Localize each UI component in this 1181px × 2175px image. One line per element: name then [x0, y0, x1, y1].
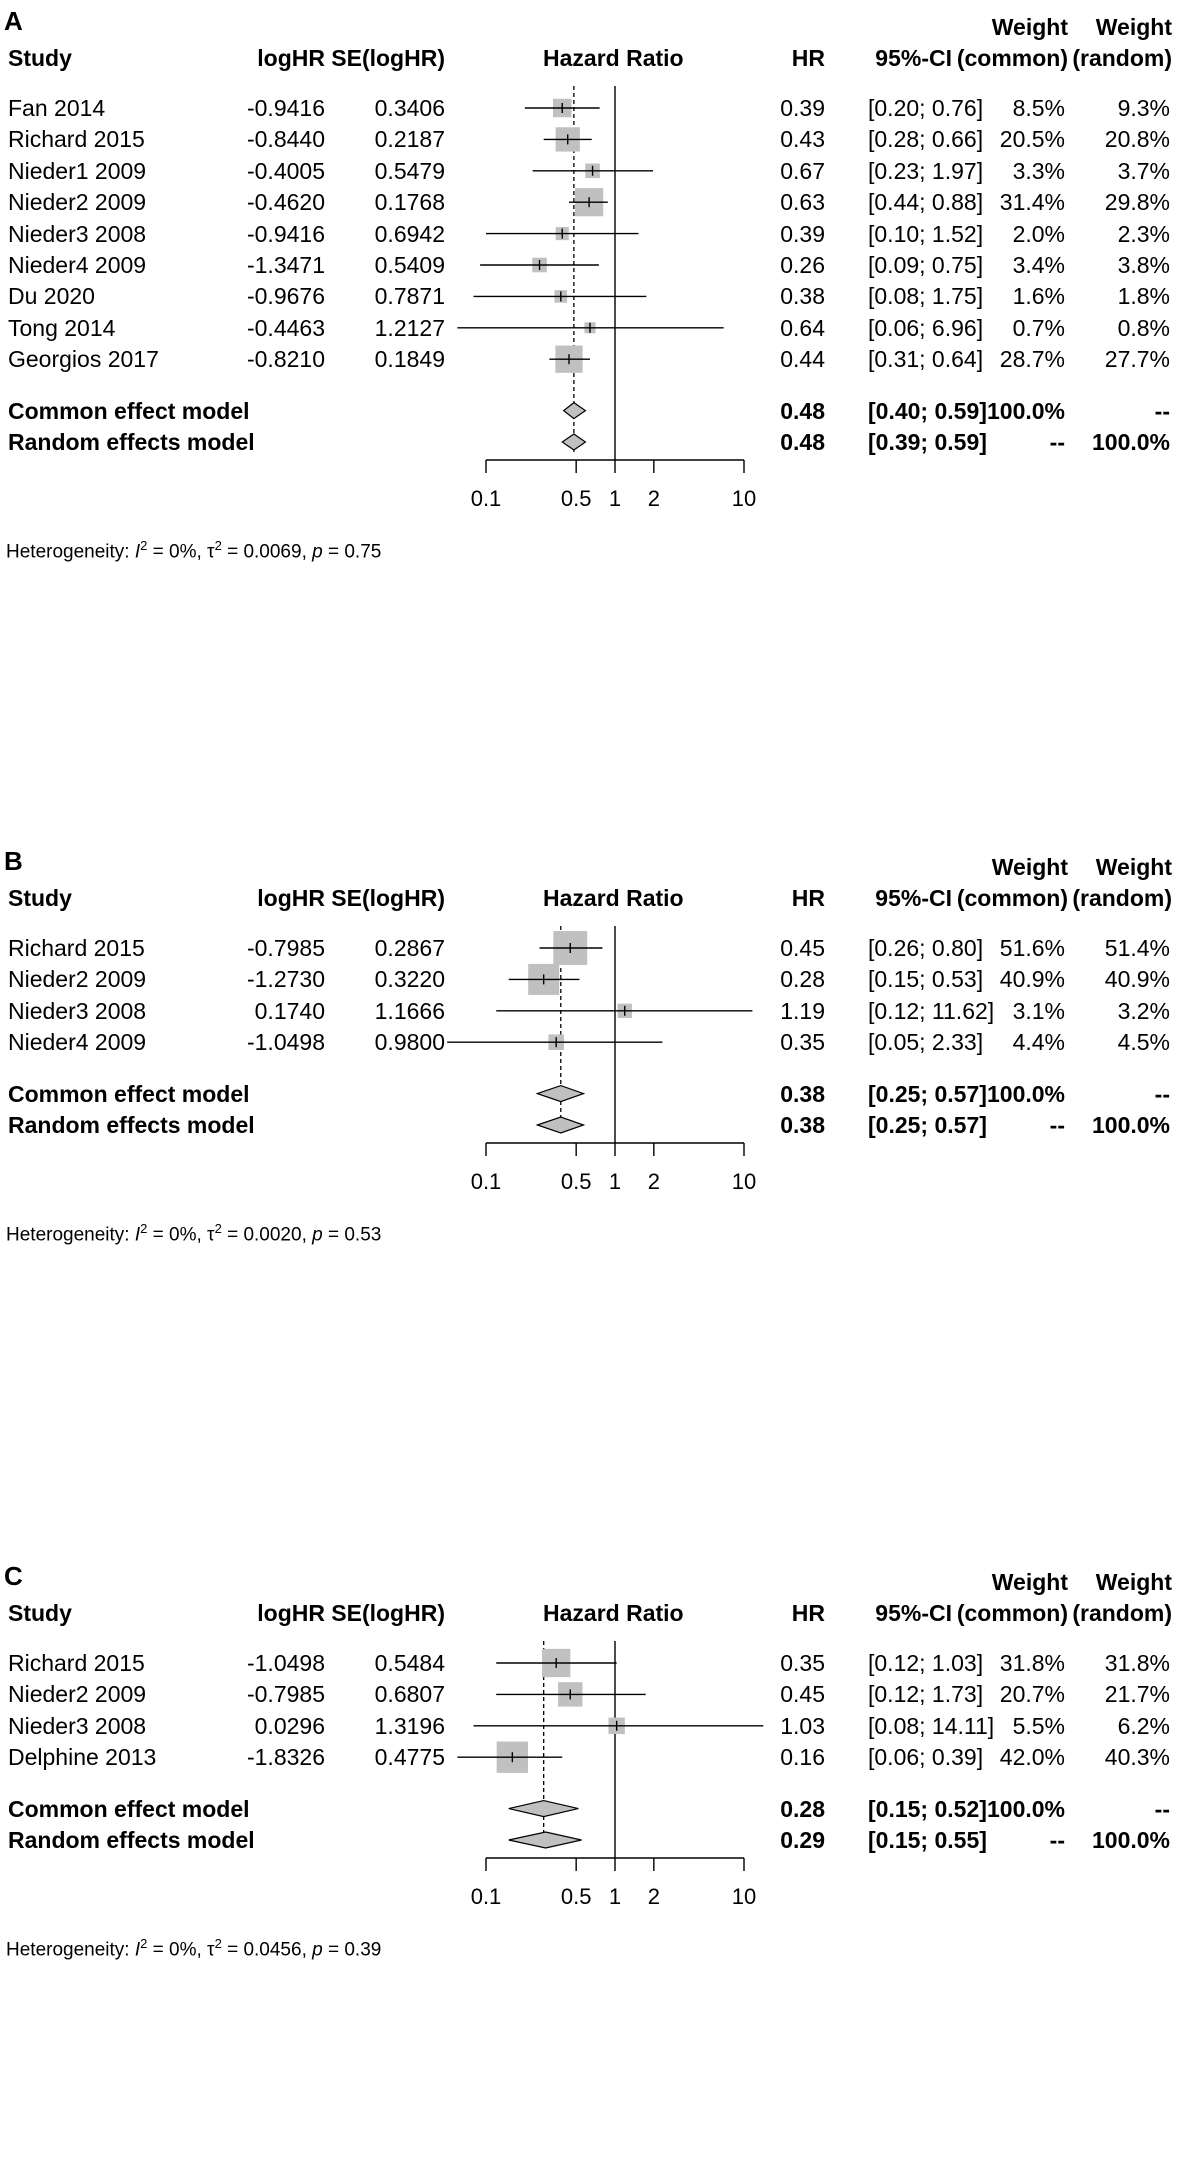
het-i2: = 0%,	[147, 1939, 208, 1961]
het-p: p	[312, 541, 323, 563]
random-model-name: Random effects model	[8, 429, 255, 455]
x-tick-label: 0.5	[560, 1884, 592, 1909]
het-i: I	[134, 1224, 141, 1246]
random-model-ci: [0.25; 0.57]	[868, 1112, 987, 1138]
study-hr: 0.38	[780, 283, 825, 310]
study-hr: 0.16	[780, 1744, 825, 1771]
study-ci: [0.15; 0.53]	[868, 966, 984, 993]
header-hazard-ratio: Hazard Ratio	[543, 45, 684, 71]
common-model-hr: 0.28	[780, 1795, 825, 1822]
study-se: 0.1849	[374, 346, 445, 373]
x-tick-label: 2	[647, 1169, 660, 1194]
header-hr: HR	[791, 1600, 825, 1626]
study-se: 0.5484	[374, 1650, 445, 1676]
study-loghr: -0.8440	[246, 126, 325, 153]
study-name: Nieder2 2009	[8, 189, 147, 216]
het-i2: = 0%,	[147, 541, 208, 563]
study-se: 0.9800	[374, 1029, 445, 1056]
study-name: Tong 2014	[8, 314, 116, 341]
header-se: SE(logHR)	[331, 45, 445, 71]
study-weight-random: 9.3%	[1117, 95, 1170, 121]
common-model-hr: 0.48	[780, 397, 825, 424]
study-weight-random: 27.7%	[1104, 346, 1170, 373]
study-name: Du 2020	[8, 283, 95, 310]
common-model-name: Common effect model	[8, 397, 250, 424]
study-ci: [0.26; 0.80]	[868, 935, 984, 961]
study-hr: 0.35	[780, 1029, 825, 1056]
study-hr: 0.67	[780, 157, 825, 184]
het-t2: = 0.0456,	[221, 1939, 313, 1961]
x-tick-label: 10	[731, 1884, 757, 1909]
study-loghr: 0.0296	[254, 1712, 325, 1739]
study-weight-random: 6.2%	[1117, 1712, 1170, 1739]
study-name: Richard 2015	[8, 935, 145, 961]
het-tau: τ	[207, 541, 215, 563]
random-model-weight-common: --	[1049, 1827, 1065, 1853]
study-ci: [0.31; 0.64]	[868, 346, 984, 373]
study-weight-random: 2.3%	[1117, 220, 1170, 247]
study-weight-random: 3.8%	[1117, 252, 1170, 278]
het-sup: 2	[214, 1936, 222, 1951]
common-model-name: Common effect model	[8, 1795, 250, 1822]
common-model-weight-random: --	[1154, 397, 1170, 424]
study-loghr: -0.4463	[246, 314, 325, 341]
panel-label: A	[4, 6, 23, 36]
study-weight-random: 51.4%	[1104, 935, 1170, 961]
header-weight-common: Weight	[991, 854, 1068, 880]
random-model-name: Random effects model	[8, 1112, 255, 1138]
x-tick-label: 0.5	[560, 1169, 592, 1194]
study-name: Nieder3 2008	[8, 220, 147, 247]
panel-label: B	[4, 846, 23, 876]
x-tick-label: 1	[608, 486, 622, 511]
study-loghr: -0.7985	[246, 935, 325, 961]
random-model-hr: 0.48	[780, 429, 825, 455]
header-random: (random)	[1072, 45, 1172, 71]
study-weight-random: 40.9%	[1104, 966, 1170, 993]
study-se: 1.1666	[374, 997, 445, 1024]
study-se: 0.7871	[374, 283, 445, 310]
common-model-weight-common: 100.0%	[986, 1795, 1065, 1822]
study-hr: 0.35	[780, 1650, 825, 1676]
het-sup: 2	[140, 1221, 148, 1236]
study-ci: [0.08; 14.11]	[868, 1712, 995, 1739]
common-model-ci: [0.40; 0.59]	[868, 397, 987, 424]
het-sup: 2	[214, 538, 222, 553]
header-random: (random)	[1072, 885, 1172, 911]
common-model-weight-common: 100.0%	[986, 1080, 1065, 1107]
x-tick-label: 2	[647, 486, 660, 511]
header-study: Study	[8, 885, 72, 911]
header-hr: HR	[791, 45, 825, 71]
study-name: Richard 2015	[8, 1650, 145, 1676]
common-effect-diamond	[509, 1801, 579, 1817]
header-common: (common)	[956, 885, 1068, 911]
study-se: 1.3196	[374, 1712, 445, 1739]
header-ci: 95%-CI	[875, 885, 952, 911]
study-name: Georgios 2017	[8, 346, 159, 373]
het-tau: τ	[207, 1939, 215, 1961]
header-study: Study	[8, 45, 72, 71]
study-ci: [0.05; 2.33]	[868, 1029, 984, 1056]
het-pval: = 0.75	[322, 541, 382, 563]
study-se: 0.5409	[374, 252, 445, 278]
study-name: Fan 2014	[8, 95, 106, 121]
study-weight-common: 42.0%	[999, 1744, 1065, 1771]
common-model-hr: 0.38	[780, 1080, 825, 1107]
random-model-name: Random effects model	[8, 1827, 255, 1853]
study-hr: 0.26	[780, 252, 825, 278]
study-hr: 0.44	[780, 346, 825, 373]
study-loghr: -0.7985	[246, 1681, 325, 1708]
header-study: Study	[8, 1600, 72, 1626]
het-sup: 2	[140, 538, 148, 553]
header-random: (random)	[1072, 1600, 1172, 1626]
study-name: Nieder2 2009	[8, 1681, 147, 1708]
header-common: (common)	[956, 45, 1068, 71]
study-name: Nieder3 2008	[8, 997, 147, 1024]
study-weight-common: 3.3%	[1012, 157, 1065, 184]
study-weight-common: 1.6%	[1012, 283, 1065, 310]
study-ci: [0.20; 0.76]	[868, 95, 984, 121]
header-common: (common)	[956, 1600, 1068, 1626]
study-loghr: -0.8210	[246, 346, 325, 373]
het-p: p	[312, 1224, 323, 1246]
header-se: SE(logHR)	[331, 885, 445, 911]
study-name: Nieder3 2008	[8, 1712, 147, 1739]
study-weight-random: 21.7%	[1104, 1681, 1170, 1708]
x-tick-label: 0.1	[470, 1884, 502, 1909]
study-ci: [0.08; 1.75]	[868, 283, 984, 310]
study-ci: [0.44; 0.88]	[868, 189, 984, 216]
het-t2: = 0.0020,	[221, 1224, 313, 1246]
study-weight-random: 31.8%	[1104, 1650, 1170, 1676]
common-model-weight-random: --	[1154, 1795, 1170, 1822]
header-ci: 95%-CI	[875, 1600, 952, 1626]
study-loghr: 0.1740	[254, 997, 325, 1024]
forest-panel-c	[0, 1555, 1181, 2175]
forest-plot-svg	[0, 1555, 1181, 2175]
x-tick-label: 10	[731, 1169, 757, 1194]
header-loghr: logHR	[257, 885, 325, 911]
study-loghr: -1.3471	[246, 252, 325, 278]
study-se: 0.6942	[374, 220, 445, 247]
common-model-ci: [0.25; 0.57]	[868, 1080, 987, 1107]
study-hr: 0.39	[780, 220, 825, 247]
study-se: 0.3220	[374, 966, 445, 993]
header-weight-common: Weight	[991, 14, 1068, 40]
study-loghr: -0.9416	[246, 95, 325, 121]
header-weight-random: Weight	[1095, 14, 1172, 40]
study-name: Nieder4 2009	[8, 252, 147, 278]
study-se: 0.6807	[374, 1681, 445, 1708]
random-model-weight-random: 100.0%	[1091, 429, 1170, 455]
study-se: 0.2187	[374, 126, 445, 153]
forest-plot-svg	[0, 0, 1181, 620]
random-model-ci: [0.15; 0.55]	[868, 1827, 987, 1853]
header-se: SE(logHR)	[331, 1600, 445, 1626]
header-weight-common: Weight	[991, 1569, 1068, 1595]
study-weight-common: 5.5%	[1012, 1712, 1065, 1739]
study-weight-random: 3.2%	[1117, 997, 1170, 1024]
het-i2: = 0%,	[147, 1224, 208, 1246]
study-weight-common: 31.8%	[999, 1650, 1065, 1676]
study-weight-common: 2.0%	[1012, 220, 1065, 247]
study-weight-common: 40.9%	[999, 966, 1065, 993]
x-tick-label: 1	[608, 1884, 622, 1909]
common-model-ci: [0.15; 0.52]	[868, 1795, 987, 1822]
study-weight-common: 20.5%	[999, 126, 1065, 153]
study-name: Richard 2015	[8, 126, 145, 153]
study-loghr: -1.2730	[246, 966, 325, 993]
common-model-weight-common: 100.0%	[986, 397, 1065, 424]
study-ci: [0.10; 1.52]	[868, 220, 984, 247]
study-se: 1.2127	[374, 314, 445, 341]
study-loghr: -1.8326	[246, 1744, 325, 1771]
common-effect-diamond	[537, 1086, 583, 1102]
study-ci: [0.28; 0.66]	[868, 126, 984, 153]
het-i: I	[134, 541, 141, 563]
study-loghr: -0.4005	[246, 157, 325, 184]
study-se: 0.1768	[374, 189, 445, 216]
study-weight-common: 28.7%	[999, 346, 1065, 373]
study-weight-random: 20.8%	[1104, 126, 1170, 153]
het-pval: = 0.53	[322, 1224, 382, 1246]
het-sup: 2	[140, 1936, 148, 1951]
study-hr: 1.03	[780, 1712, 825, 1739]
study-weight-random: 3.7%	[1117, 157, 1170, 184]
study-weight-common: 3.4%	[1012, 252, 1065, 278]
het-sup: 2	[214, 1221, 222, 1236]
study-weight-common: 3.1%	[1012, 997, 1065, 1024]
random-model-weight-common: --	[1049, 1112, 1065, 1138]
study-weight-common: 4.4%	[1012, 1029, 1065, 1056]
study-name: Nieder1 2009	[8, 157, 147, 184]
study-weight-common: 51.6%	[999, 935, 1065, 961]
common-effect-diamond	[564, 403, 586, 419]
study-weight-random: 29.8%	[1104, 189, 1170, 216]
study-hr: 0.45	[780, 935, 825, 961]
random-model-weight-common: --	[1049, 429, 1065, 455]
study-weight-common: 20.7%	[999, 1681, 1065, 1708]
study-ci: [0.23; 1.97]	[868, 157, 984, 184]
study-name: Delphine 2013	[8, 1744, 157, 1771]
forest-panel-b	[0, 840, 1181, 1460]
study-loghr: -1.0498	[246, 1650, 325, 1676]
study-ci: [0.12; 11.62]	[868, 997, 995, 1024]
header-loghr: logHR	[257, 1600, 325, 1626]
random-model-hr: 0.38	[780, 1112, 825, 1138]
study-ci: [0.06; 0.39]	[868, 1744, 984, 1771]
random-model-weight-random: 100.0%	[1091, 1827, 1170, 1853]
forest-panel-a	[0, 0, 1181, 620]
random-effects-diamond	[562, 434, 585, 450]
study-name: Nieder2 2009	[8, 966, 147, 993]
study-ci: [0.12; 1.03]	[868, 1650, 984, 1676]
study-se: 0.4775	[374, 1744, 445, 1771]
header-weight-random: Weight	[1095, 854, 1172, 880]
study-se: 0.3406	[374, 95, 445, 121]
study-loghr: -1.0498	[246, 1029, 325, 1056]
study-loghr: -0.9676	[246, 283, 325, 310]
het-prefix: Heterogeneity:	[6, 1939, 135, 1961]
study-ci: [0.12; 1.73]	[868, 1681, 984, 1708]
x-tick-label: 0.1	[470, 1169, 502, 1194]
study-hr: 1.19	[780, 997, 825, 1024]
x-tick-label: 2	[647, 1884, 660, 1909]
het-tau: τ	[207, 1224, 215, 1246]
study-ci: [0.06; 6.96]	[868, 314, 984, 341]
het-t2: = 0.0069,	[221, 541, 313, 563]
study-hr: 0.45	[780, 1681, 825, 1708]
random-model-hr: 0.29	[780, 1827, 825, 1853]
study-loghr: -0.9416	[246, 220, 325, 247]
header-hazard-ratio: Hazard Ratio	[543, 1600, 684, 1626]
random-model-ci: [0.39; 0.59]	[868, 429, 987, 455]
random-model-weight-random: 100.0%	[1091, 1112, 1170, 1138]
header-hazard-ratio: Hazard Ratio	[543, 885, 684, 911]
x-tick-label: 1	[608, 1169, 622, 1194]
panel-label: C	[4, 1561, 23, 1591]
header-loghr: logHR	[257, 45, 325, 71]
study-hr: 0.43	[780, 126, 825, 153]
study-weight-random: 1.8%	[1117, 283, 1170, 310]
study-hr: 0.28	[780, 966, 825, 993]
study-weight-random: 4.5%	[1117, 1029, 1170, 1056]
study-se: 0.2867	[374, 935, 445, 961]
header-ci: 95%-CI	[875, 45, 952, 71]
study-ci: [0.09; 0.75]	[868, 252, 984, 278]
study-weight-random: 40.3%	[1104, 1744, 1170, 1771]
forest-plot-svg	[0, 840, 1181, 1460]
het-p: p	[312, 1939, 323, 1961]
common-model-weight-random: --	[1154, 1080, 1170, 1107]
study-hr: 0.39	[780, 95, 825, 121]
x-tick-label: 0.1	[470, 486, 502, 511]
study-weight-common: 31.4%	[999, 189, 1065, 216]
study-name: Nieder4 2009	[8, 1029, 147, 1056]
random-effects-diamond	[537, 1117, 583, 1133]
header-weight-random: Weight	[1095, 1569, 1172, 1595]
study-weight-common: 8.5%	[1012, 95, 1065, 121]
het-prefix: Heterogeneity:	[6, 541, 135, 563]
study-hr: 0.64	[780, 314, 825, 341]
study-hr: 0.63	[780, 189, 825, 216]
x-tick-label: 0.5	[560, 486, 592, 511]
study-se: 0.5479	[374, 157, 445, 184]
study-loghr: -0.4620	[246, 189, 325, 216]
x-tick-label: 10	[731, 486, 757, 511]
random-effects-diamond	[509, 1832, 582, 1848]
het-i: I	[134, 1939, 141, 1961]
study-weight-random: 0.8%	[1117, 314, 1170, 341]
het-pval: = 0.39	[322, 1939, 382, 1961]
het-prefix: Heterogeneity:	[6, 1224, 135, 1246]
study-weight-common: 0.7%	[1012, 314, 1065, 341]
common-model-name: Common effect model	[8, 1080, 250, 1107]
header-hr: HR	[791, 885, 825, 911]
